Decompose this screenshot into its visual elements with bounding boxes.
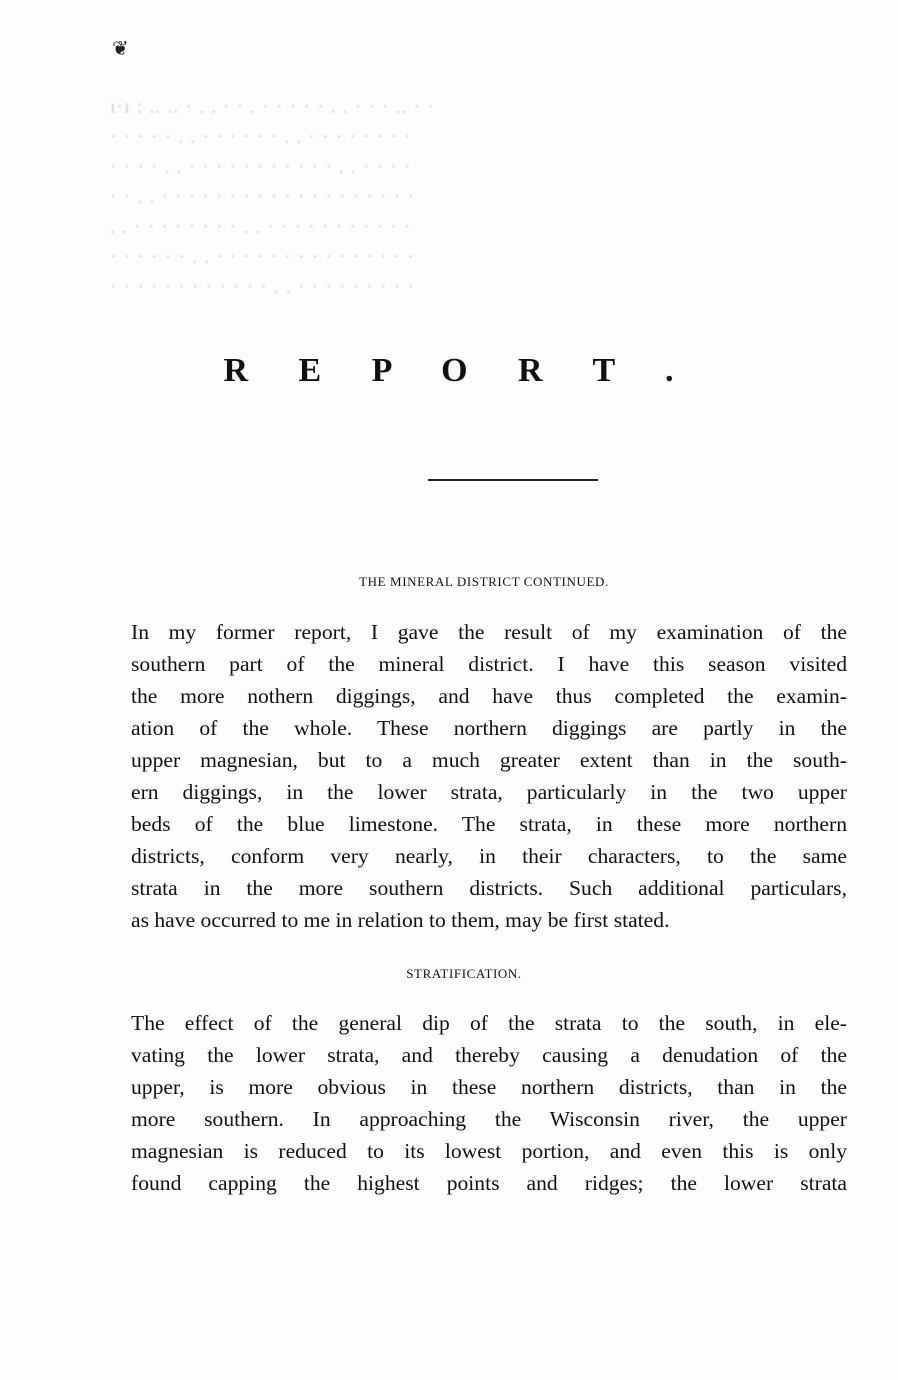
text-line: upper magnesian, but to a much greater extent than in the south- xyxy=(131,748,847,772)
printer-mark: ❦ xyxy=(112,38,129,60)
text-line: southern part of the mineral district. I have this season visited xyxy=(131,652,847,676)
text-line: beds of the blue limestone. The strata, in these more northern xyxy=(131,812,847,836)
text-line: the more nothern diggings, and have thus completed the examin- xyxy=(131,684,847,708)
section-heading-mineral-district: THE MINERAL DISTRICT CONTINUED. xyxy=(359,574,609,589)
section-heading-stratification: STRATIFICATION. xyxy=(406,966,522,981)
bleed-through-text: ı·ı : .. .. · . . · · . · · · · · . . · · · .. · · · · · · · . . · · · · · · . . · · · · · · · · · · · · . . · · · · · · · · · · · . . · · · · · · . . · · · · · · · · · · · · · · · · · · · . . · · · · · · · · . . · · · · · · · · · · · · · · · · · . . · · · · · · · · · · · · · · · · · · · · · · · · · · · . . · · · · · · · · · xyxy=(110,96,435,298)
title-rule xyxy=(428,479,598,481)
text-line: as have occurred to me in relation to them, may be first stated. xyxy=(131,908,670,932)
text-line: upper, is more obvious in these northern districts, than in the xyxy=(131,1075,847,1099)
paragraph-mineral-district xyxy=(131,616,847,936)
text-line: more southern. In approaching the Wisconsin river, the upper xyxy=(131,1107,847,1131)
paragraph-stratification xyxy=(131,1007,847,1199)
text-line: districts, conform very nearly, in their characters, to the same xyxy=(131,844,847,868)
text-line: magnesian is reduced to its lowest portion, and even this is only xyxy=(131,1139,847,1163)
text-line: vating the lower strata, and thereby causing a denudation of the xyxy=(131,1043,847,1067)
text-line: ation of the whole. These northern diggings are partly in the xyxy=(131,716,847,740)
text-line: In my former report, I gave the result of my examination of the xyxy=(131,620,847,644)
text-line: strata in the more southern districts. Such additional particulars, xyxy=(131,876,847,900)
text-line: ern diggings, in the lower strata, particularly in the two upper xyxy=(131,780,847,804)
page-title: R E P O R T . xyxy=(223,352,695,389)
text-line: found capping the highest points and ridges; the lower strata xyxy=(131,1171,847,1195)
text-line: The effect of the general dip of the strata to the south, in ele- xyxy=(131,1011,847,1035)
